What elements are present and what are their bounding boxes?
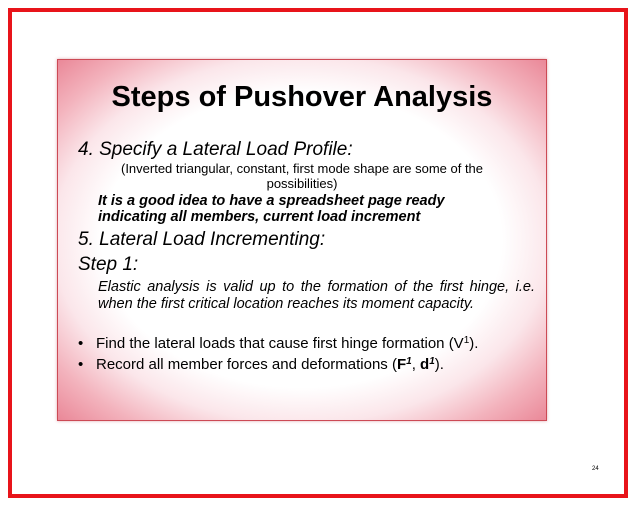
step5-heading: 5. Lateral Load Incrementing:	[78, 229, 326, 250]
superscript: 1	[463, 335, 470, 346]
step4-note-line2: possibilities)	[266, 176, 338, 191]
step4-note-line1: (Inverted triangular, constant, first mode shape are some of the	[120, 161, 484, 176]
slide-panel	[57, 59, 547, 421]
step4-heading: 4. Specify a Lateral Load Profile:	[78, 139, 353, 160]
elastic-analysis-text: Elastic analysis is valid up to the formation of the first hinge, i.e. when the first critical location reaches its moment capacity.	[98, 279, 535, 312]
step1-heading: Step 1:	[78, 254, 139, 275]
bullet-text: Find the lateral loads that cause first hinge formation $(V^1)$.	[96, 335, 479, 352]
step4-emphasis-line2: indicating all members, current load increment	[98, 209, 421, 225]
bullet-item-record-forces	[78, 356, 444, 374]
bullet-icon: •	[78, 335, 84, 352]
slide-title: Steps of Pushover Analysis	[111, 81, 493, 113]
bullet-item-first-hinge	[78, 335, 478, 353]
bullet-text: Record all member forces and deformations ($F^1$, $d^1$).	[96, 356, 444, 373]
step4-emphasis-line1: It is a good idea to have a spreadsheet page ready	[98, 193, 445, 209]
page-number: 24	[592, 466, 599, 472]
bullet-icon: •	[78, 356, 84, 373]
